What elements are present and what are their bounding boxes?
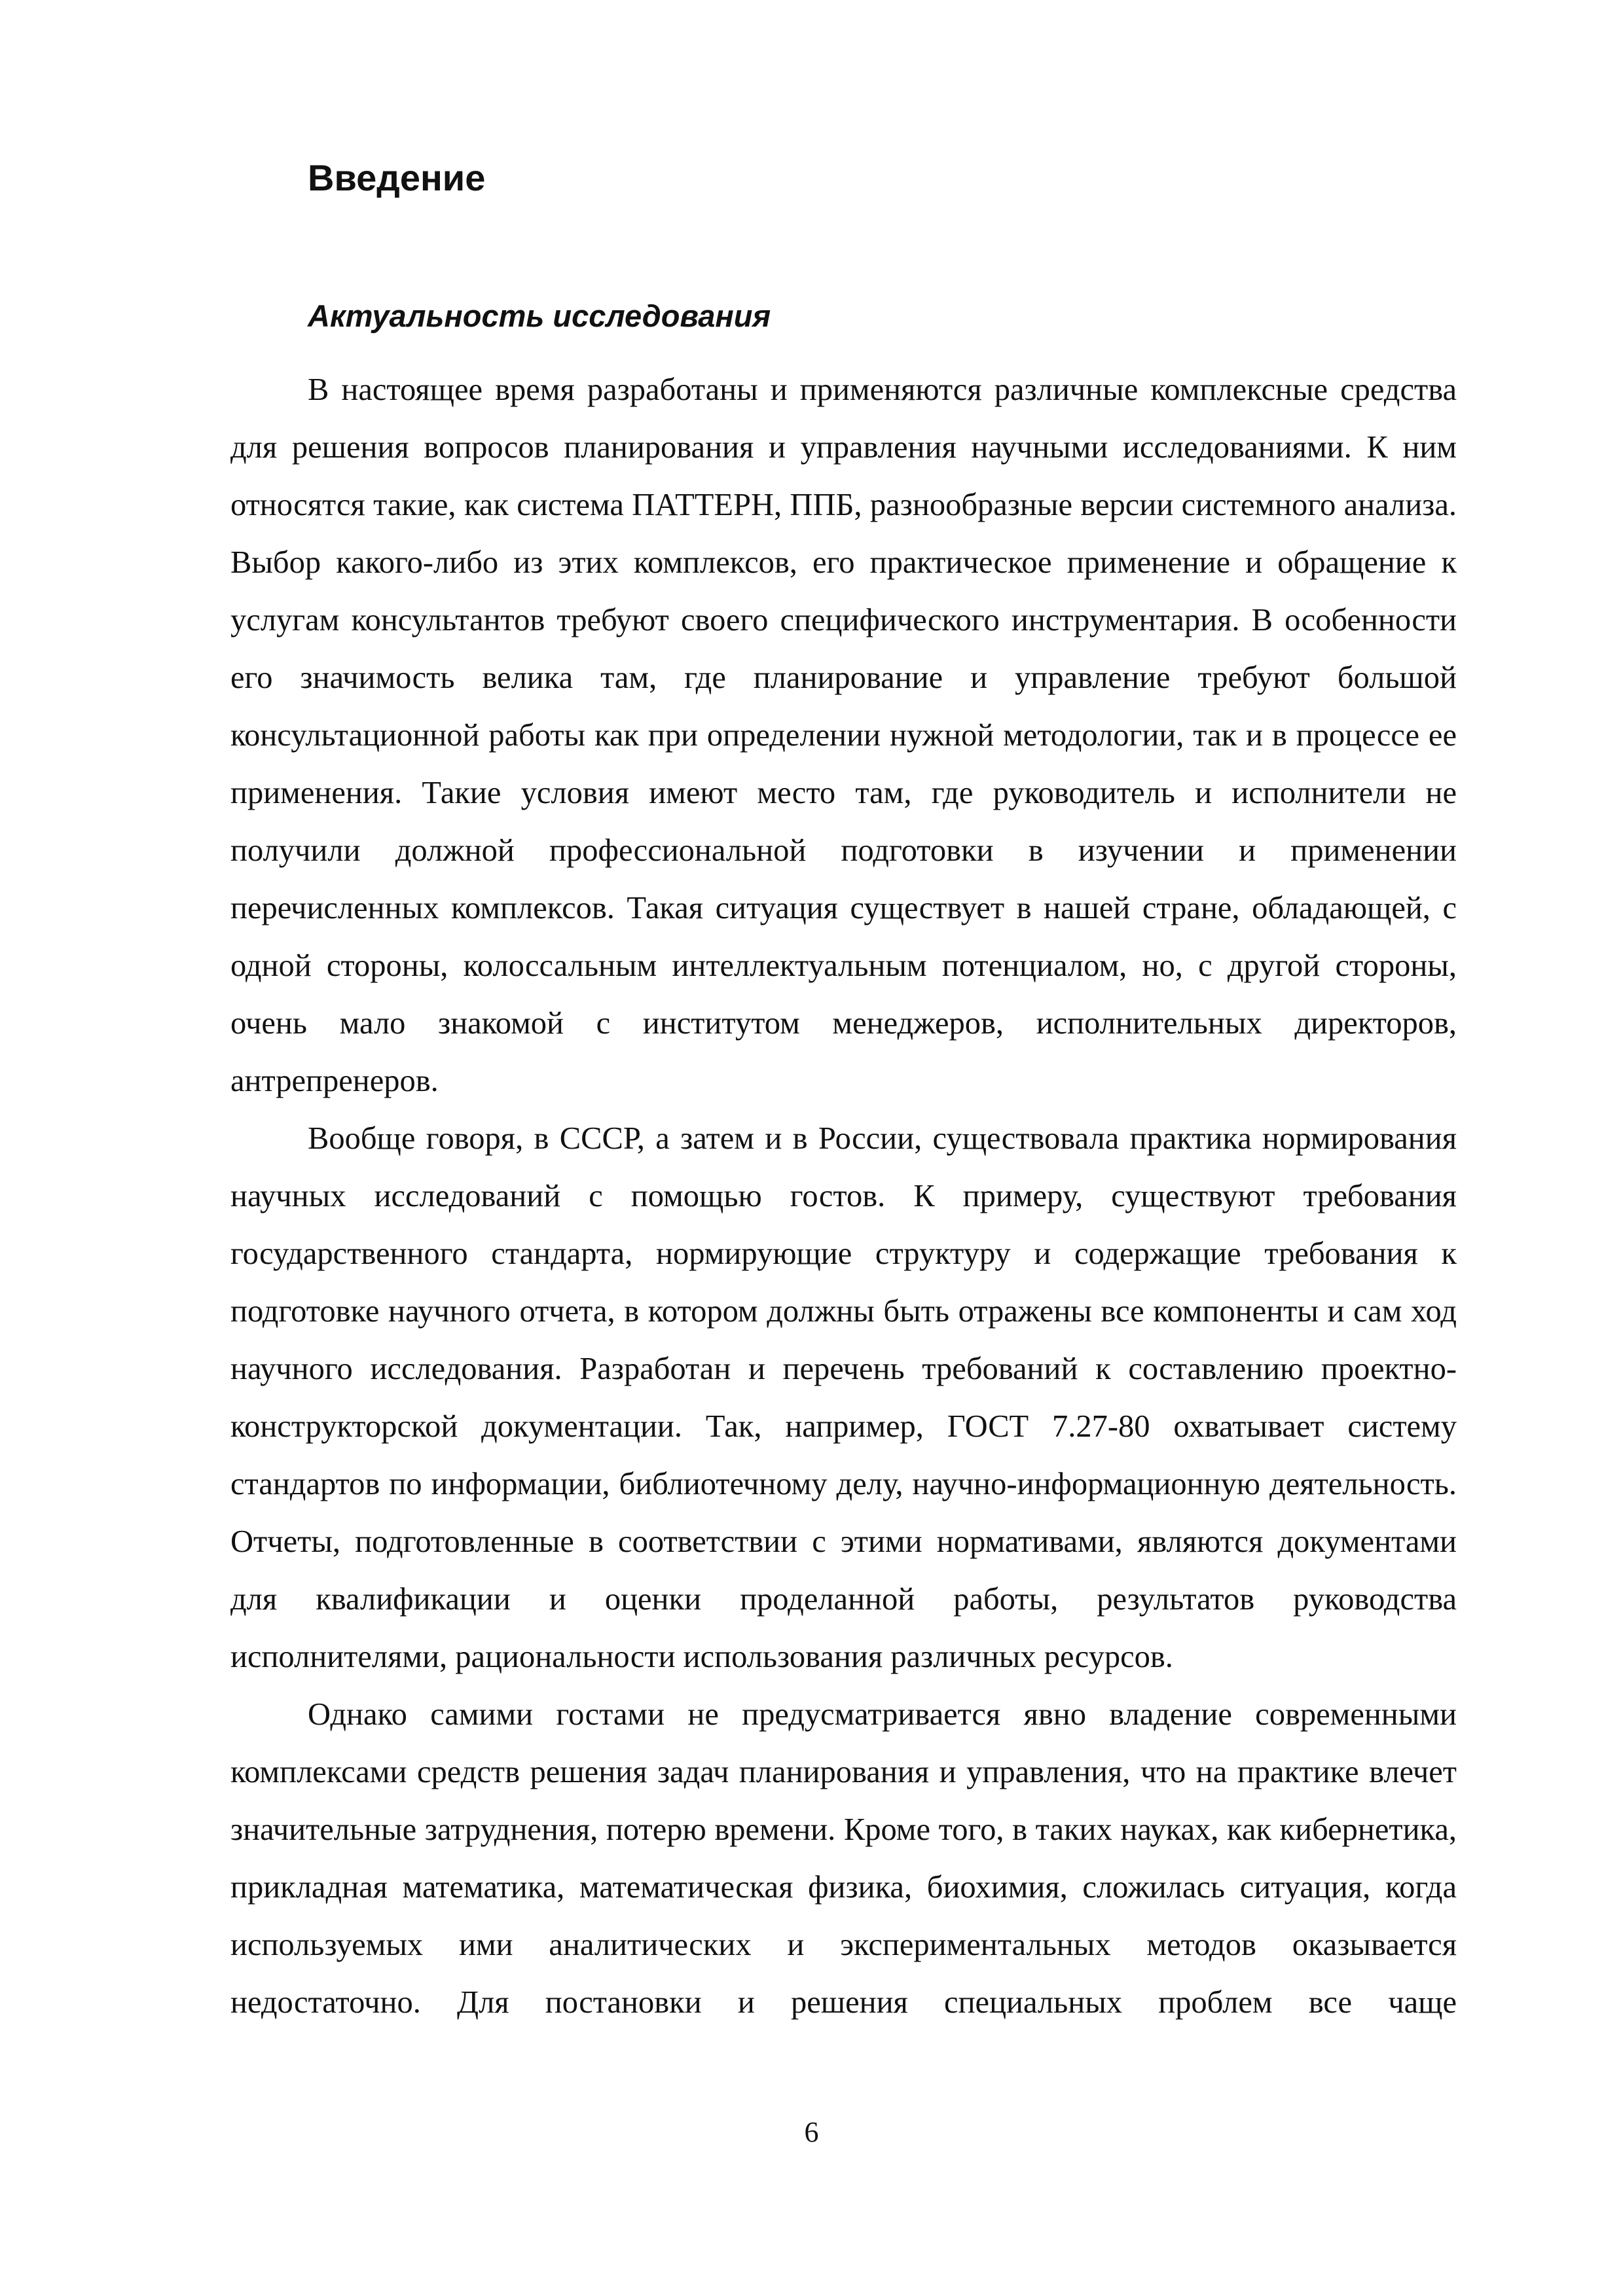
paragraph: В настоящее время разработаны и применяются различные комплексные средства для решения вопросов планирования и управления научными исследованиями. К ним относятся такие, как система ПАТТЕРН, ППБ, разнообразные версии системного анализа. Выбор какого-либо из этих комплексов, его практическое применение и обращение к услугам консультантов требуют своего специфического инструментария. В особенности его значимость велика там, где планирование и управление требуют большой консультационной работы как при определении нужной методологии, так и в процессе ее применения. Такие условия имеют место там, где руководитель и исполнители не получили должной профессиональной подготовки в изучении и применении перечисленных комплексов. Такая ситуация существует в нашей стране, обладающей, с одной стороны, колоссальным интеллектуальным потенциалом, но, с другой стороны, очень мало знакомой с институтом менеджеров, исполнительных директоров, антрепренеров. bbox=[230, 372, 1457, 1098]
section-subheading: Актуальность исследования bbox=[308, 298, 771, 333]
section-heading: Введение bbox=[308, 157, 486, 198]
body-text bbox=[230, 361, 1457, 2032]
paragraph: Вообще говоря, в СССР, а затем и в России, существовала практика нормирования научных исследований с помощью гостов. К примеру, существуют требования государственного стандарта, нормирующие структуру и содержащие требования к подготовке научного отчета, в котором должны быть отражены все компоненты и сам ход научного исследования. Разработан и перечень требований к составлению проектно-конструкторской документации. Так, например, ГОСТ 7.27-80 охватывает систему стандартов по информации, библиотечному делу, научно-информационную деятельность. Отчеты, подготовленные в соответствии с этими нормативами, являются документами для квалификации и оценки проделанной работы, результатов руководства исполнителями, рациональности использования различных ресурсов. bbox=[230, 1121, 1457, 1674]
page-number: 6 bbox=[804, 2116, 819, 2148]
paragraph: Однако самими гостами не предусматривается явно владение современными комплексами средств решения задач планирования и управления, что на практике влечет значительные затруднения, потерю времени. Кроме того, в таких науках, как кибернетика, прикладная математика, математическая физика, биохимия, сложилась ситуация, когда используемых ими аналитических и экспериментальных методов оказывается недостаточно. Для постановки и решения специальных проблем все чаще bbox=[230, 1697, 1457, 2020]
